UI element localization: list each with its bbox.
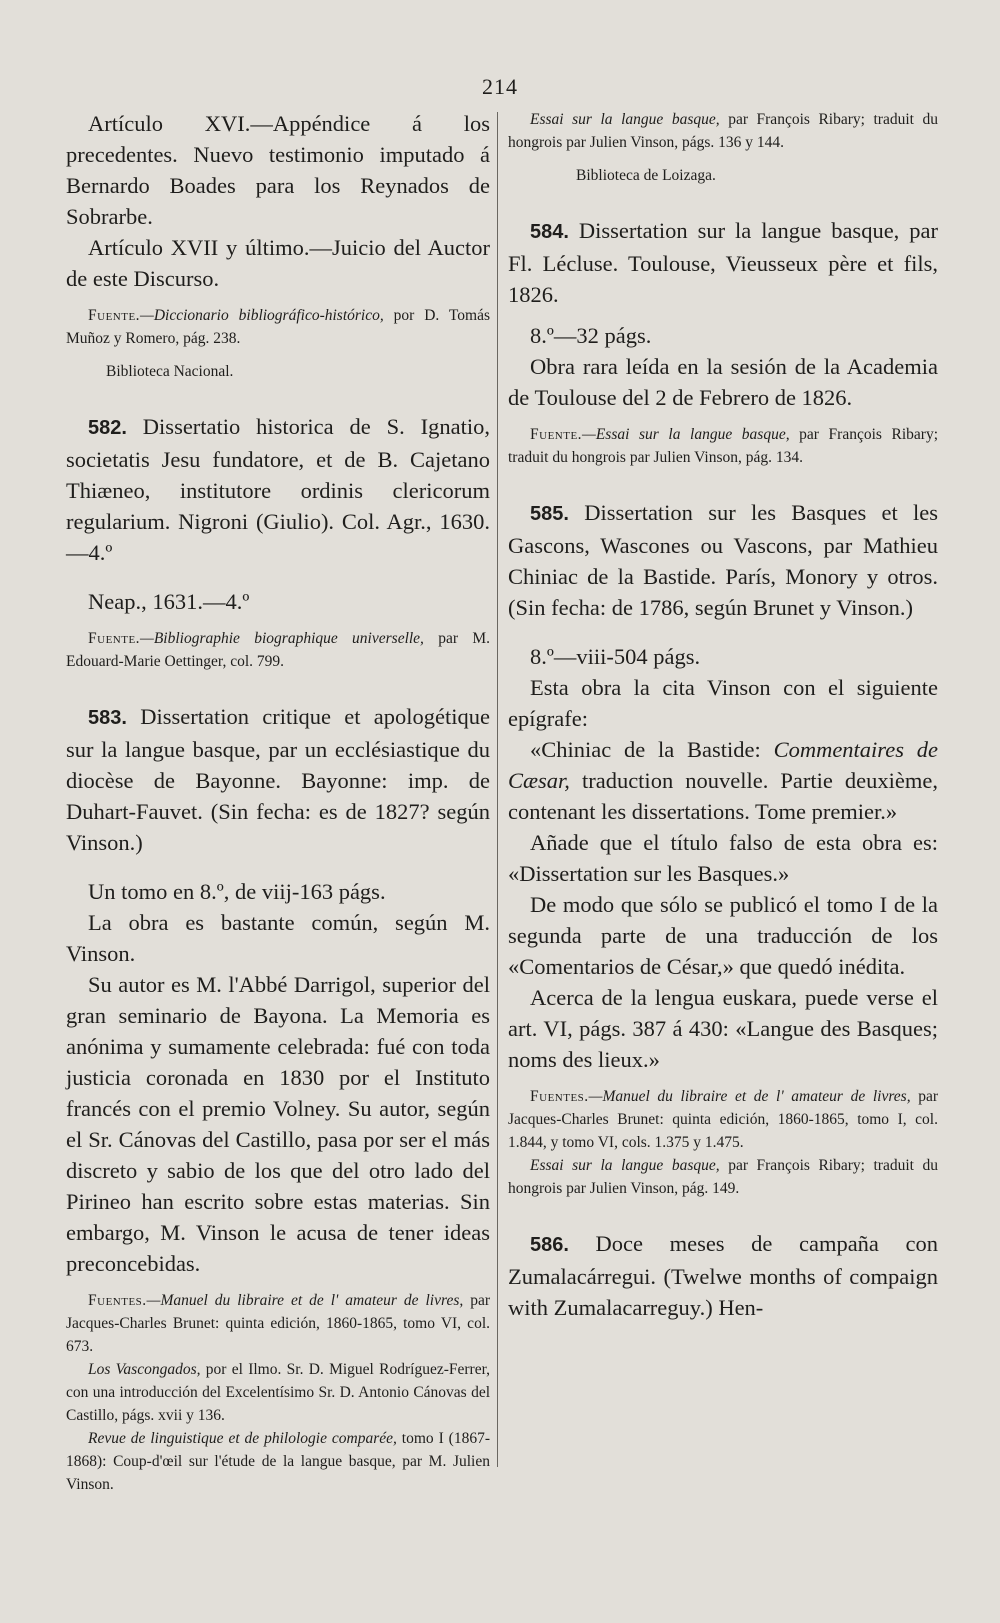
source-note: Fuentes.—Manuel du libraire et de l' amateur de livres, par Jacques-Charles Brunet: quinta edición, 1860-1865, tomo VI, col. 673. [66,1292,490,1355]
left-column [66,108,490,1496]
entry-585-format: 8.º—viii-504 págs. [530,644,701,669]
entry-number: 586. [530,1234,569,1256]
source-note: Fuentes.—Manuel du libraire et de l' amateur de livres, par Jacques-Charles Brunet: quinta edición, 1860-1865, tomo I, col. 1.844, y tomo VI, cols. 1.375 y 1.475. [508,1088,938,1151]
entry-585-quote: «Chiniac de la Bastide: Commentaires de Cæsar, traduction nouvelle. Partie deuxième, contenant les dissertations. Tome premier.» [508,737,938,824]
article-17: Artículo XVII y último.—Juicio del Auctor de este Discurso. [66,235,490,291]
source-note: Fuente.—Bibliographie biographique universelle, par M. Edouard-Marie Oettinger, col. 799. [66,630,490,670]
entry-number: 585. [530,503,569,525]
entry-583-format: Un tomo en 8.º, de viij-163 págs. [88,879,386,904]
entry-585: 585. Dissertation sur les Basques et les Gascons, Wascones ou Vascons, par Mathieu Chiniac de la Bastide. París, Monory y otros. (Sin fecha: de 1786, según Brunet y Vinson.) [508,500,938,620]
entry-582: 582. Dissertatio historica de S. Ignatio, societatis Jesu fundatore, et de B. Cajetano Thiæneo, institutore ordinis clericorum regularium. Nigroni (Giulio). Col. Agr., 1630.—4.º [66,414,490,565]
column-divider [497,112,498,1467]
library-name: Biblioteca de Loizaga. [576,167,716,184]
entry-585-note: Acerca de la lengua euskara, puede verse el art. VI, págs. 387 á 430: «Langue des Basques; noms des lieux.» [508,985,938,1072]
source-note: Fuente.—Diccionario bibliográfico-histórico, por D. Tomás Muñoz y Romero, pág. 238. [66,307,490,347]
entry-584: 584. Dissertation sur la langue basque, par Fl. Lécluse. Toulouse, Vieusseux père et fils, 1826. [508,218,938,307]
entry-number: 583. [88,707,127,729]
entry-586: 586. Doce meses de campaña con Zumalacárregui. (Twelwe months of compaign with Zumalacarreguy.) Hen- [508,1231,938,1320]
entry-583: 583. Dissertation critique et apologétique sur la langue basque, par un ecclésiastique du diocèse de Bayonne. Bayonne: imp. de Duhart-Fauvet. (Sin fecha: es de 1827? según Vinson.) [66,704,490,855]
entry-585-note: Esta obra la cita Vinson con el siguiente epígrafe: [508,675,938,731]
right-column [508,108,938,1323]
entry-584-format: 8.º—32 págs. [530,323,652,348]
source-note: Essai sur la langue basque, par François Ribary; traduit du hongrois par Julien Vinson, págs. 136 y 144. [508,111,939,151]
source-note: Revue de linguistique et de philologie comparée, tomo I (1867-1868): Coup-d'œil sur l'étude de la langue basque, par M. Julien Vinson. [66,1430,490,1493]
entry-585-note: De modo que sólo se publicó el tomo I de la segunda parte de una traducción de los «Comentarios de César,» que quedó inédita. [508,892,938,979]
library-name: Biblioteca Nacional. [106,363,234,380]
entry-583-note: Su autor es M. l'Abbé Darrigol, superior del gran seminario de Bayona. La Memoria es anónima y sumamente celebrada: fué con toda justicia coronada en 1830 por el Instituto francés con el premio Volney. Su autor, según el Sr. Cánovas del Castillo, pasa por ser el más discreto y sabio de los que del otro lado del Pirineo han escrito sobre estas materias. Sin embargo, M. Vinson le acusa de tener ideas preconcebidas. [66,972,490,1276]
entry-number: 584. [530,221,569,243]
entry-582-edition: Neap., 1631.—4.º [88,589,250,614]
entry-584-note: Obra rara leída en la sesión de la Academia de Toulouse del 2 de Febrero de 1826. [508,354,938,410]
entry-585-note: Añade que el título falso de esta obra es: «Dissertation sur les Basques.» [508,830,938,886]
article-16: Artículo XVI.—Appéndice á los precedentes. Nuevo testimonio imputado á Bernardo Boades para los Reynados de Sobrarbe. [66,111,490,229]
entry-583-note: La obra es bastante común, según M. Vinson. [66,910,490,966]
entry-number: 582. [88,417,127,439]
source-note: Essai sur la langue basque, par François Ribary; traduit du hongrois par Julien Vinson, pág. 149. [508,1157,939,1197]
source-note: Los Vascongados, por el Ilmo. Sr. D. Miguel Rodríguez-Ferrer, con una introducción del Excelentísimo Sr. D. Antonio Cánovas del Castillo, págs. xvii y 136. [66,1361,490,1424]
source-note: Fuente.—Essai sur la langue basque, par François Ribary; traduit du hongrois par Julien Vinson, pág. 134. [508,426,938,466]
page-number: 214 [482,74,518,99]
